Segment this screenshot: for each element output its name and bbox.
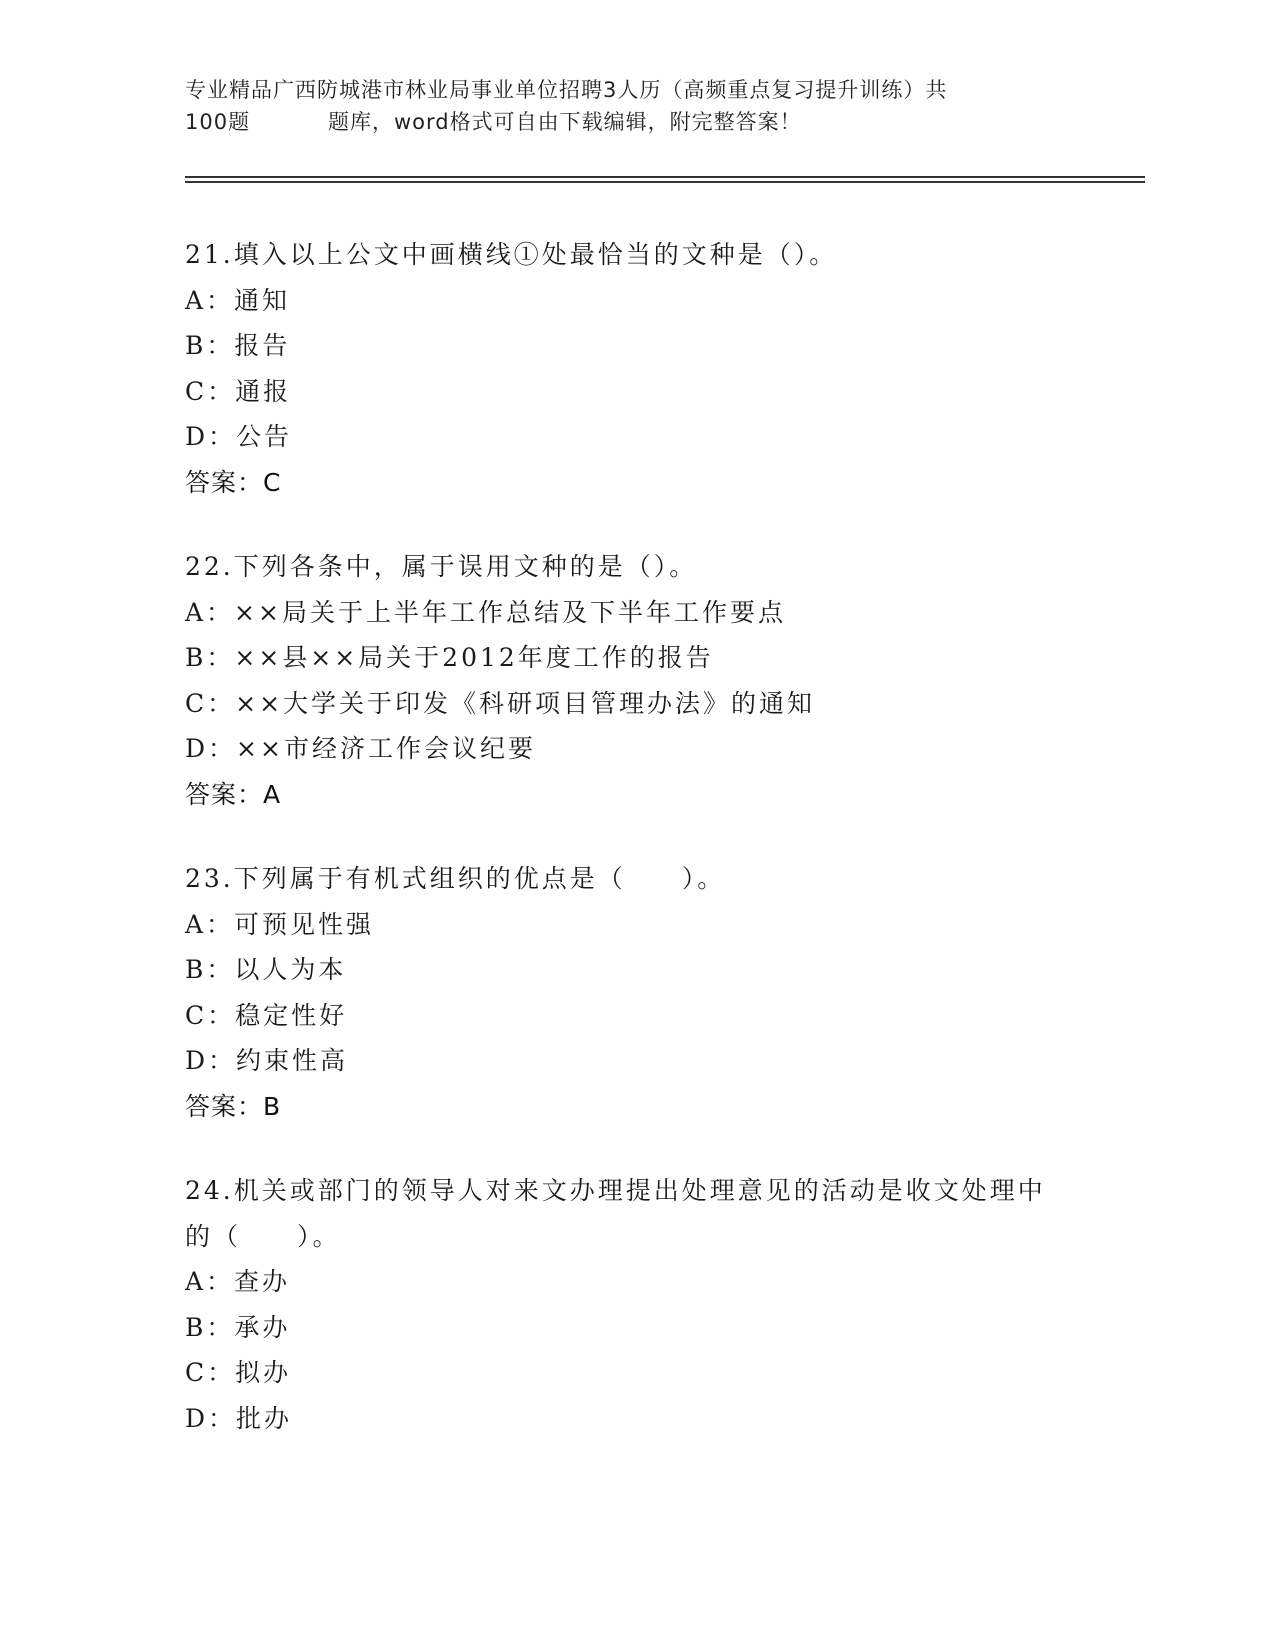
question-21 bbox=[185, 232, 1085, 505]
header-divider-bottom bbox=[185, 181, 1145, 183]
question-stem: 21.填入以上公文中画横线①处最恰当的文种是（）。 bbox=[185, 240, 838, 269]
question-24 bbox=[185, 1168, 1085, 1441]
option-d: D：批办 bbox=[185, 1403, 293, 1433]
question-23 bbox=[185, 856, 1085, 1129]
question-stem: 22.下列各条中，属于误用文种的是（）。 bbox=[185, 552, 698, 581]
option-b: B：报告 bbox=[185, 331, 291, 360]
answer-line: 答案：C bbox=[185, 467, 282, 497]
answer-line: 答案：B bbox=[185, 1091, 282, 1121]
header-title-line1: 专业精品广西防城港市林业局事业单位招聘3人历（高频重点复习提升训练）共 bbox=[185, 78, 948, 102]
document-header bbox=[185, 74, 1085, 138]
option-c: C：××大学关于印发《科研项目管理办法》的通知 bbox=[185, 688, 816, 718]
option-b: B：以人为本 bbox=[185, 955, 347, 984]
option-c: C：稳定性好 bbox=[185, 1000, 348, 1030]
option-a: A：可预见性强 bbox=[185, 909, 375, 939]
question-stem: 23.下列属于有机式组织的优点是（ ）。 bbox=[185, 864, 726, 893]
option-a: A：通知 bbox=[185, 285, 291, 315]
header-title-line2-text: 题库，word格式可自由下载编辑，附完整答案！ bbox=[328, 110, 802, 134]
option-c: C：拟办 bbox=[185, 1358, 292, 1387]
option-a: A：××局关于上半年工作总结及下半年工作要点 bbox=[185, 597, 786, 627]
header-divider-top bbox=[185, 176, 1145, 178]
option-b: B：承办 bbox=[185, 1312, 291, 1342]
question-22 bbox=[185, 544, 1085, 817]
question-stem: 24.机关或部门的领导人对来文办理提出处理意见的活动是收文处理中的（ ）。 bbox=[185, 1176, 1046, 1251]
question-list bbox=[185, 232, 1085, 1480]
answer-line: 答案：A bbox=[185, 779, 282, 809]
option-d: D：约束性高 bbox=[185, 1046, 349, 1075]
header-question-count: 100题 bbox=[185, 110, 251, 134]
option-c: C：通报 bbox=[185, 376, 292, 406]
option-a: A：查办 bbox=[185, 1267, 291, 1296]
header-title-line2 bbox=[185, 106, 1085, 138]
option-b: B：××县××局关于2012年度工作的报告 bbox=[185, 643, 714, 672]
option-d: D：××市经济工作会议纪要 bbox=[185, 734, 536, 763]
option-d: D：公告 bbox=[185, 422, 293, 451]
